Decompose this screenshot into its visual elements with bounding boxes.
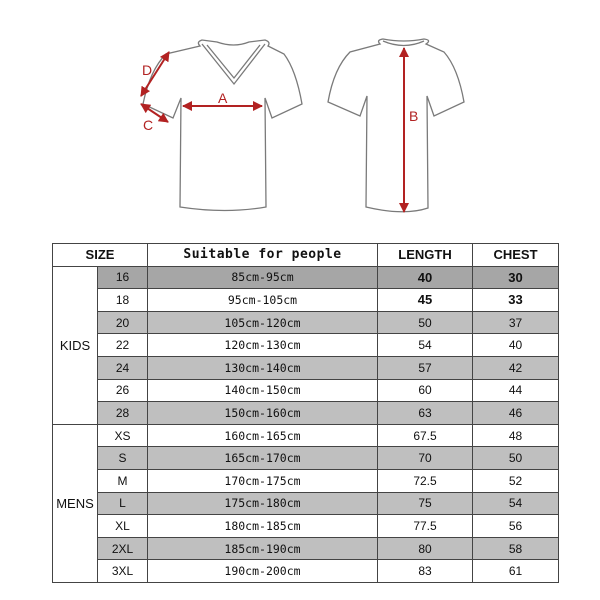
header-size: SIZE	[53, 244, 148, 267]
size-chart-table	[52, 243, 559, 583]
chest-cell: 30	[473, 266, 559, 289]
length-cell: 60	[378, 379, 473, 402]
size-cell: 18	[98, 289, 148, 312]
length-cell: 75	[378, 492, 473, 515]
size-cell: M	[98, 469, 148, 492]
front-shirt-outline	[143, 40, 302, 211]
height-range-cell: 85cm-95cm	[148, 266, 378, 289]
table-header-row	[53, 244, 559, 267]
size-cell: XS	[98, 424, 148, 447]
size-cell: 28	[98, 402, 148, 425]
height-range-cell: 95cm-105cm	[148, 289, 378, 312]
chest-cell: 61	[473, 560, 559, 583]
table-row	[53, 492, 559, 515]
height-range-cell: 165cm-170cm	[148, 447, 378, 470]
size-cell: 3XL	[98, 560, 148, 583]
size-cell: S	[98, 447, 148, 470]
back-shirt-outline	[328, 39, 464, 212]
length-cell: 72.5	[378, 469, 473, 492]
group-label: KIDS	[53, 266, 98, 424]
chest-cell: 48	[473, 424, 559, 447]
size-cell: 22	[98, 334, 148, 357]
table-row	[53, 266, 559, 289]
table-row	[53, 379, 559, 402]
label-a: A	[218, 90, 228, 106]
height-range-cell: 185cm-190cm	[148, 537, 378, 560]
table-row	[53, 447, 559, 470]
table-row	[53, 560, 559, 583]
chest-cell: 33	[473, 289, 559, 312]
chest-cell: 37	[473, 311, 559, 334]
group-label: MENS	[53, 424, 98, 582]
size-cell: 20	[98, 311, 148, 334]
table-row	[53, 311, 559, 334]
table-row	[53, 334, 559, 357]
table-row	[53, 515, 559, 538]
label-c: C	[143, 117, 154, 133]
height-range-cell: 180cm-185cm	[148, 515, 378, 538]
header-suitable-for-people: Suitable for people	[148, 244, 378, 267]
header-length: LENGTH	[378, 244, 473, 267]
length-cell: 67.5	[378, 424, 473, 447]
table-row	[53, 537, 559, 560]
table-row	[53, 469, 559, 492]
shirt-measurement-diagram	[0, 0, 600, 235]
chest-cell: 46	[473, 402, 559, 425]
length-cell: 57	[378, 356, 473, 379]
size-cell: 2XL	[98, 537, 148, 560]
chest-cell: 42	[473, 356, 559, 379]
chest-cell: 54	[473, 492, 559, 515]
table-row	[53, 424, 559, 447]
length-cell: 77.5	[378, 515, 473, 538]
height-range-cell: 140cm-150cm	[148, 379, 378, 402]
length-cell: 83	[378, 560, 473, 583]
table-row	[53, 356, 559, 379]
length-cell: 80	[378, 537, 473, 560]
length-cell: 40	[378, 266, 473, 289]
chest-cell: 40	[473, 334, 559, 357]
height-range-cell: 105cm-120cm	[148, 311, 378, 334]
length-cell: 63	[378, 402, 473, 425]
height-range-cell: 175cm-180cm	[148, 492, 378, 515]
height-range-cell: 150cm-160cm	[148, 402, 378, 425]
size-cell: 26	[98, 379, 148, 402]
chest-cell: 52	[473, 469, 559, 492]
chest-cell: 44	[473, 379, 559, 402]
height-range-cell: 190cm-200cm	[148, 560, 378, 583]
size-cell: L	[98, 492, 148, 515]
size-cell: 24	[98, 356, 148, 379]
height-range-cell: 170cm-175cm	[148, 469, 378, 492]
chest-cell: 58	[473, 537, 559, 560]
label-b: B	[409, 108, 419, 124]
chest-cell: 50	[473, 447, 559, 470]
length-cell: 70	[378, 447, 473, 470]
header-chest: CHEST	[473, 244, 559, 267]
table-row	[53, 402, 559, 425]
table-body	[53, 266, 559, 582]
chest-cell: 56	[473, 515, 559, 538]
length-cell: 54	[378, 334, 473, 357]
height-range-cell: 160cm-165cm	[148, 424, 378, 447]
size-cell: XL	[98, 515, 148, 538]
height-range-cell: 120cm-130cm	[148, 334, 378, 357]
length-cell: 45	[378, 289, 473, 312]
label-d: D	[142, 62, 153, 78]
height-range-cell: 130cm-140cm	[148, 356, 378, 379]
size-cell: 16	[98, 266, 148, 289]
table-row	[53, 289, 559, 312]
length-cell: 50	[378, 311, 473, 334]
